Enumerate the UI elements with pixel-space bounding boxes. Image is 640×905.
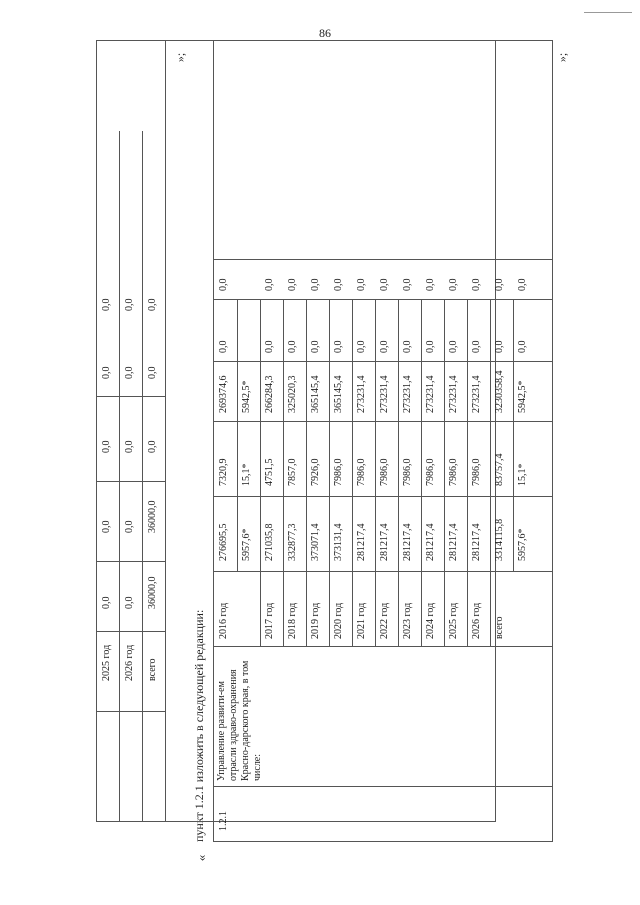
main-cell-value: 325020,3 bbox=[287, 375, 298, 413]
grid-line bbox=[214, 361, 552, 362]
main-cell-value: 5942,5* bbox=[517, 380, 528, 413]
top-cell-value: 0,0 bbox=[124, 596, 135, 609]
main-cell-value: 0,0 bbox=[379, 340, 390, 353]
main-cell-value: 0,0 bbox=[402, 340, 413, 353]
main-table bbox=[213, 40, 553, 842]
main-cell-value: 273231,4 bbox=[448, 375, 459, 413]
top-cell-value: 0,0 bbox=[101, 366, 112, 379]
main-cell-value: 5957,6* bbox=[517, 528, 528, 561]
main-cell-value: 3230358,4 bbox=[494, 370, 505, 413]
main-cell-value: 266284,3 bbox=[264, 375, 275, 413]
grid-line bbox=[467, 299, 468, 646]
main-row-label: 2019 год bbox=[310, 602, 321, 639]
main-row-label: 2017 год bbox=[264, 602, 275, 639]
main-cell-value: 0,0 bbox=[310, 278, 321, 291]
grid-line bbox=[398, 299, 399, 646]
top-row-label: 2026 год bbox=[124, 644, 135, 681]
top-cell-value: 0,0 bbox=[124, 366, 135, 379]
main-cell-value: 7986,0 bbox=[379, 458, 390, 486]
item-number: 1.2.1 bbox=[218, 811, 229, 831]
main-cell-value: 0,0 bbox=[471, 278, 482, 291]
main-cell-value: 0,0 bbox=[448, 340, 459, 353]
grid-line bbox=[142, 131, 143, 821]
grid-line bbox=[260, 299, 261, 646]
main-cell-value: 0,0 bbox=[264, 278, 275, 291]
main-cell-value: 4751,5 bbox=[264, 458, 275, 486]
top-cell-value: 0,0 bbox=[101, 440, 112, 453]
main-cell-value: 0,0 bbox=[425, 340, 436, 353]
main-cell-value: 0,0 bbox=[218, 340, 229, 353]
top-cell-value: 0,0 bbox=[124, 520, 135, 533]
main-row-label: 2022 год bbox=[379, 602, 390, 639]
top-row-label: всего bbox=[147, 658, 158, 681]
main-row-label: 2016 год bbox=[218, 602, 229, 639]
main-cell-value: 0,0 bbox=[310, 340, 321, 353]
main-cell-value: 365145,4 bbox=[310, 375, 321, 413]
main-cell-value: 273231,4 bbox=[471, 375, 482, 413]
grid-line bbox=[375, 299, 376, 646]
main-row-label: 2023 год bbox=[402, 602, 413, 639]
top-cell-value: 36000,0 bbox=[147, 576, 158, 609]
main-cell-value: 271035,8 bbox=[264, 523, 275, 561]
main-cell-value: 7320,9 bbox=[218, 458, 229, 486]
main-cell-value: 5957,6* bbox=[241, 528, 252, 561]
top-cell-value: 0,0 bbox=[124, 298, 135, 311]
close-quote-top: »; bbox=[173, 52, 188, 63]
main-cell-value: 0,0 bbox=[379, 278, 390, 291]
grid-line bbox=[237, 299, 238, 571]
grid-line bbox=[119, 131, 120, 821]
top-cell-value: 0,0 bbox=[101, 298, 112, 311]
main-cell-value: 7857,0 bbox=[287, 458, 298, 486]
main-cell-value: 281217,4 bbox=[471, 523, 482, 561]
main-cell-value: 281217,4 bbox=[356, 523, 367, 561]
main-cell-value: 0,0 bbox=[333, 340, 344, 353]
grid-line bbox=[97, 481, 165, 482]
main-cell-value: 0,0 bbox=[333, 278, 344, 291]
grid-line bbox=[97, 631, 165, 632]
main-cell-value: 0,0 bbox=[402, 278, 413, 291]
grid-line bbox=[214, 299, 552, 300]
grid-line bbox=[306, 299, 307, 646]
top-row-label: 2025 год bbox=[101, 644, 112, 681]
main-cell-value: 7986,0 bbox=[471, 458, 482, 486]
grid-line bbox=[214, 496, 552, 497]
main-cell-value: 0,0 bbox=[287, 340, 298, 353]
top-cell-value: 0,0 bbox=[147, 298, 158, 311]
top-cell-value: 0,0 bbox=[101, 596, 112, 609]
top-cell-value: 0,0 bbox=[147, 366, 158, 379]
main-cell-value: 83757,4 bbox=[494, 453, 505, 486]
main-cell-value: 5942,5* bbox=[241, 380, 252, 413]
main-cell-value: 281217,4 bbox=[402, 523, 413, 561]
main-cell-value: 0,0 bbox=[448, 278, 459, 291]
main-cell-value: 7986,0 bbox=[425, 458, 436, 486]
main-cell-value: 7986,0 bbox=[356, 458, 367, 486]
main-cell-value: 273231,4 bbox=[379, 375, 390, 413]
main-cell-value: 0,0 bbox=[494, 278, 505, 291]
item-description: Управление развити-ем отрасли здраво-охранения Красно-дарского края, в том числе: bbox=[216, 660, 263, 781]
top-cell-value: 0,0 bbox=[147, 440, 158, 453]
main-cell-value: 3314115,8 bbox=[494, 518, 505, 561]
main-cell-value: 0,0 bbox=[425, 278, 436, 291]
main-cell-value: 0,0 bbox=[356, 340, 367, 353]
main-cell-value: 332877,3 bbox=[287, 523, 298, 561]
grid-line bbox=[214, 786, 552, 787]
section-caption: пункт 1.2.1 изложить в следующей редакции: bbox=[192, 609, 206, 842]
grid-line bbox=[97, 396, 165, 397]
main-cell-value: 281217,4 bbox=[448, 523, 459, 561]
main-cell-value: 269374,6 bbox=[218, 375, 229, 413]
main-row-label: 2021 год bbox=[356, 602, 367, 639]
main-row-label: всего bbox=[494, 616, 505, 639]
main-cell-value: 281217,4 bbox=[379, 523, 390, 561]
grid-line bbox=[165, 41, 166, 821]
main-cell-value: 0,0 bbox=[517, 278, 528, 291]
main-row-label: 2018 год bbox=[287, 602, 298, 639]
main-cell-value: 273231,4 bbox=[425, 375, 436, 413]
main-cell-value: 0,0 bbox=[287, 278, 298, 291]
grid-line bbox=[214, 646, 552, 647]
grid-line bbox=[214, 259, 552, 260]
main-cell-value: 0,0 bbox=[471, 340, 482, 353]
main-cell-value: 7986,0 bbox=[448, 458, 459, 486]
grid-line bbox=[214, 571, 552, 572]
grid-line bbox=[352, 299, 353, 646]
main-cell-value: 0,0 bbox=[264, 340, 275, 353]
main-row-label: 2026 год bbox=[471, 602, 482, 639]
main-cell-value: 7986,0 bbox=[333, 458, 344, 486]
main-cell-value: 373131,4 bbox=[333, 523, 344, 561]
main-cell-value: 15,1* bbox=[241, 463, 252, 486]
top-cell-value: 0,0 bbox=[101, 520, 112, 533]
main-cell-value: 276695,5 bbox=[218, 523, 229, 561]
grid-line bbox=[97, 711, 165, 712]
grid-line bbox=[444, 299, 445, 646]
top-cell-value: 36000,0 bbox=[147, 500, 158, 533]
main-cell-value: 7926,0 bbox=[310, 458, 321, 486]
main-cell-value: 0,0 bbox=[218, 278, 229, 291]
main-cell-value: 373071,4 bbox=[310, 523, 321, 561]
grid-line bbox=[490, 299, 491, 646]
main-cell-value: 273231,4 bbox=[356, 375, 367, 413]
main-cell-value: 273231,4 bbox=[402, 375, 413, 413]
main-row-label: 2020 год bbox=[333, 602, 344, 639]
main-cell-value: 365145,4 bbox=[333, 375, 344, 413]
main-cell-value: 0,0 bbox=[517, 340, 528, 353]
grid-line bbox=[329, 299, 330, 646]
page-number: 86 bbox=[319, 26, 331, 40]
main-cell-value: 7986,0 bbox=[402, 458, 413, 486]
main-cell-value: 0,0 bbox=[494, 340, 505, 353]
main-row-label: 2024 год bbox=[425, 602, 436, 639]
open-quote: « bbox=[193, 854, 209, 862]
close-quote-main: »; bbox=[555, 52, 570, 63]
main-cell-value: 281217,4 bbox=[425, 523, 436, 561]
grid-line bbox=[214, 421, 552, 422]
top-cell-value: 0,0 bbox=[124, 440, 135, 453]
grid-line bbox=[97, 561, 165, 562]
grid-line bbox=[283, 299, 284, 646]
main-cell-value: 15,1* bbox=[517, 463, 528, 486]
grid-line bbox=[513, 299, 514, 571]
grid-line bbox=[421, 299, 422, 646]
main-cell-value: 0,0 bbox=[356, 278, 367, 291]
main-row-label: 2025 год bbox=[448, 602, 459, 639]
top-rule bbox=[584, 12, 632, 13]
